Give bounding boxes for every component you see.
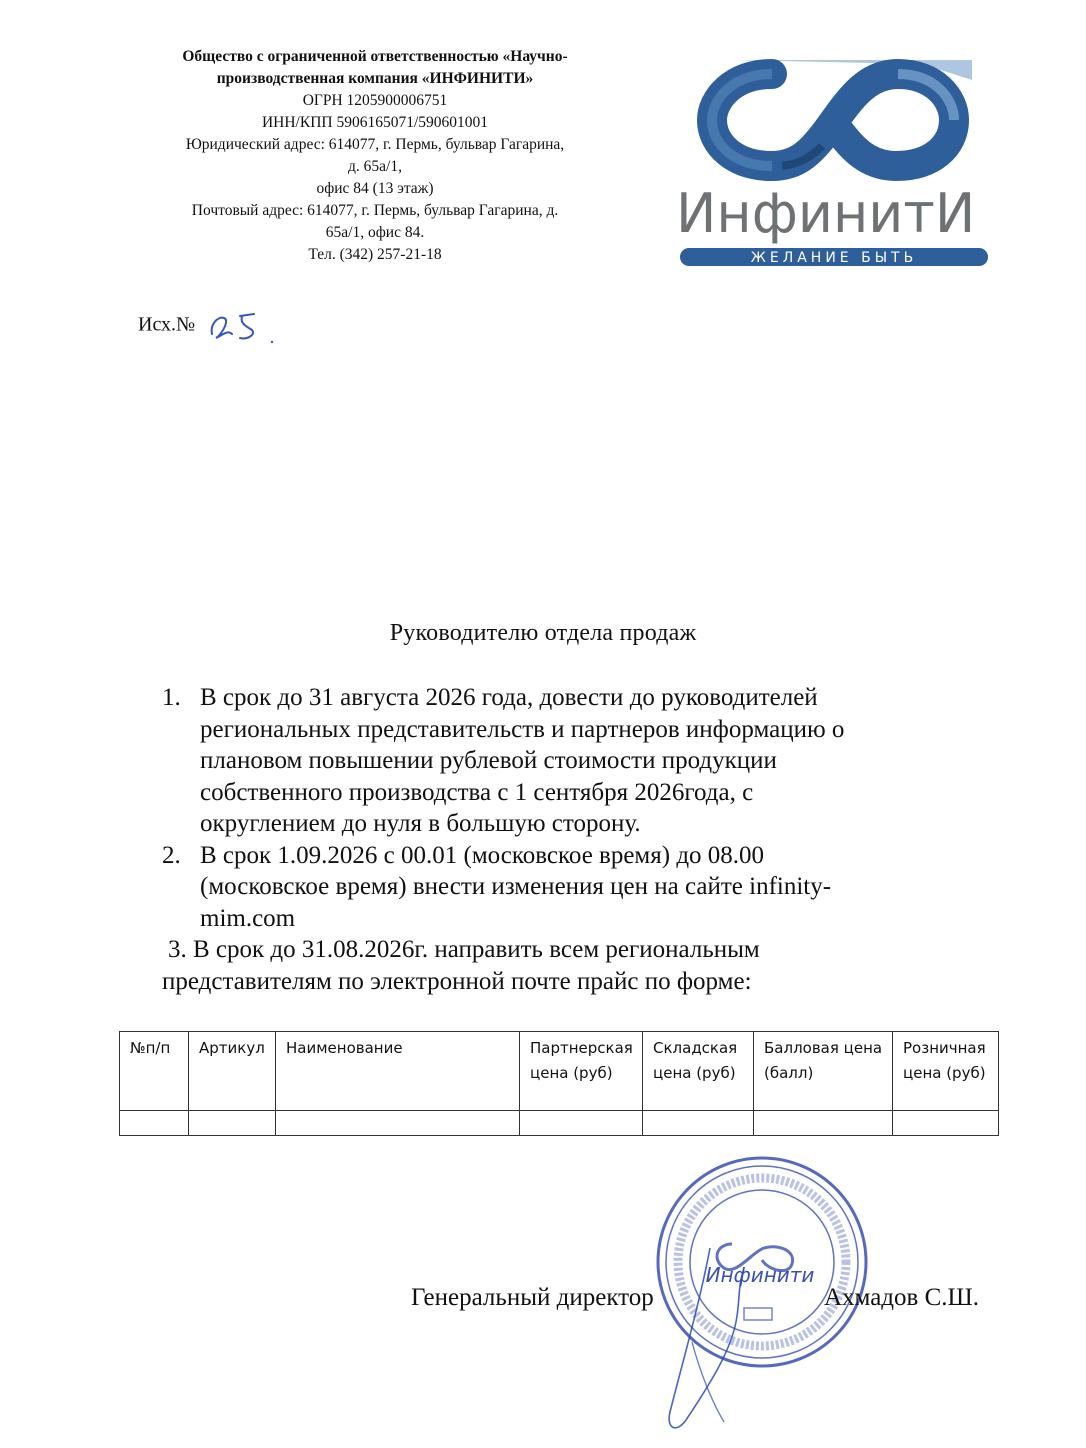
infinity-icon (712, 60, 972, 166)
legal-address-line-3: офис 84 (13 этаж) (316, 180, 434, 197)
phone: Тел. (342) 257-21-18 (308, 246, 442, 263)
table-cell (520, 1111, 643, 1136)
column-header: Розничная цена (руб) (893, 1032, 999, 1111)
item-line (162, 934, 1022, 966)
list-item-1 (162, 682, 1022, 840)
table-cell (643, 1111, 754, 1136)
item-line: плановом повышении рублевой стоимости продукции (200, 747, 777, 774)
company-name-line-1: Общество с ограниченной ответственностью «Научно- (182, 48, 568, 65)
table-row (120, 1111, 999, 1136)
item-line-text: В срок до 31.08.2026г. направить всем региональным (193, 936, 760, 963)
inn-kpp: ИНН/КПП 5906165071/590601001 (261, 114, 489, 131)
table-cell (893, 1111, 999, 1136)
item-number: 1. (162, 684, 181, 711)
table-cell (276, 1111, 520, 1136)
item-line: mim.com (200, 904, 296, 932)
column-header: Наименование (276, 1032, 520, 1111)
item-line: округлением до нуля в большую сторону. (200, 810, 641, 837)
signature-title: Генеральный директор (411, 1284, 654, 1311)
postal-address-line-1: Почтовый адрес: 614077, г. Пермь, бульвар Гагарина, д. (191, 202, 559, 219)
item-number: 2. (162, 841, 181, 869)
outgoing-number (138, 304, 276, 348)
outgoing-label: Исх.№ (138, 313, 196, 336)
column-header: №п/п (120, 1032, 189, 1111)
item-line: региональных представительств и партнеров информацию о (200, 715, 845, 743)
addressee: Руководителю отдела продаж (389, 620, 697, 646)
logo-wordmark: ИнфинитИ (676, 182, 976, 245)
item-number: 3. (168, 936, 187, 963)
table-cell (120, 1111, 189, 1136)
column-header: Партнерская цена (руб) (520, 1032, 643, 1111)
table-header-row (120, 1032, 999, 1111)
handwritten-number (206, 304, 276, 348)
column-header: Складская цена (руб) (643, 1032, 754, 1111)
price-list-form-table (119, 1031, 999, 1136)
list-item-2 (162, 840, 1022, 935)
column-header: Балловая цена (балл) (754, 1032, 893, 1111)
item-line: В срок 1.09.2026 с 00.01 (московское время) до 08.00 (200, 841, 765, 869)
column-header: Артикул (189, 1032, 276, 1111)
table-cell (754, 1111, 893, 1136)
list-item-3 (162, 934, 1022, 997)
item-line: В срок до 31 августа 2026 года, довести до руководителей (200, 684, 818, 711)
stamp-center-text: Инфинити (705, 1263, 815, 1287)
legal-address-line-2: д. 65а/1, (348, 158, 402, 175)
ogrn: ОГРН 1205900006751 (302, 92, 448, 109)
item-line: представителям по электронной почте прайс по форме: (162, 967, 752, 995)
signer-name: Ахмадов С.Ш. (824, 1284, 979, 1311)
company-details (140, 46, 610, 266)
infinity-logo (672, 52, 992, 272)
company-name-line-2: производственная компания «ИНФИНИТИ» (216, 70, 534, 87)
table-cell (189, 1111, 276, 1136)
item-line: собственного производства с 1 сентября 2026года, с (200, 778, 754, 806)
postal-address-line-2: 65а/1, офис 84. (325, 224, 425, 241)
legal-address-line-1: Юридический адрес: 614077, г. Пермь, бульвар Гагарина, (185, 136, 565, 153)
logo-tagline: ЖЕЛАНИЕ БЫТЬ (750, 250, 918, 266)
item-line: (московское время) внести изменения цен на сайте infinity- (200, 873, 832, 900)
instructions-list (162, 682, 1022, 997)
